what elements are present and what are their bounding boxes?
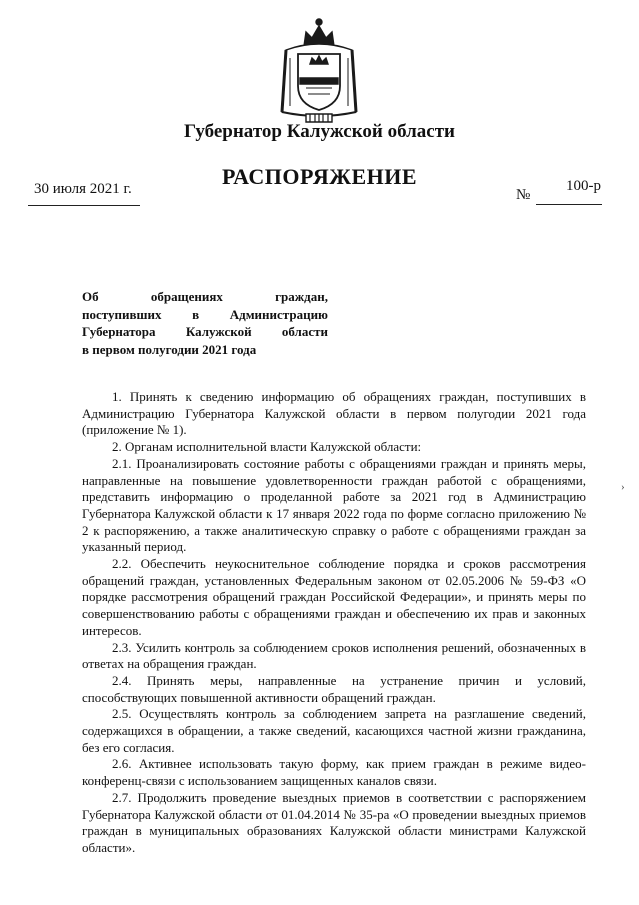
document-type: РАСПОРЯЖЕНИЕ (221, 164, 418, 189)
paragraph-2: 2. Органам исполнительной власти Калужской области: (112, 439, 422, 455)
subject-line: в первом полугодии 2021 года (82, 341, 257, 357)
paragraph-2-5: 2.5. Осуществлять контроль за соблюдением запрета на разглашение сведений, содержащихся в обращении, а также сведений, касающихся частной жизни гражданина, без его согласия. (82, 706, 586, 755)
document-body (82, 389, 586, 857)
paragraph-2-2: 2.2. Обеспечить неукоснительное соблюдение порядка и сроков рассмотрения обращений граждан, установленных Федеральным законом от 02.05.2006 № 59-ФЗ «О порядке рассмотрения обращений граждан Российской Федерации», и принять меры по совершенствованию работы с обращениями граждан и обеспечению их прав и законных интересов. (82, 556, 586, 638)
subject-line: Об обращениях граждан, (82, 289, 328, 304)
document-date: 30 июля 2021 г. (34, 181, 132, 197)
issuing-authority: Губернатор Калужской области (184, 121, 455, 142)
coat-of-arms-icon (276, 16, 362, 124)
paragraph-2-7: 2.7. Продолжить проведение выездных приемов в соответствии с распоряжением Губернатора Калужской области от 01.04.2014 № 35-ра «О проведении выездных приемов граждан в муниципальных образованиях Калужской области министрами Калужской области». (82, 789, 586, 855)
subject-line: поступивших в Администрацию (82, 306, 328, 322)
subject-line: Губернатора Калужской области (82, 324, 328, 339)
paragraph-2-6: 2.6. Активнее использовать такую форму, как прием граждан в режиме видео-конференц-связи с использованием защищенных каналов связи. (82, 756, 586, 789)
paragraph-1: 1. Принять к сведению информацию об обращениях граждан, поступивших в Администрацию Губернатора Калужской области в первом полугодии 2021 года (приложение № 1). (82, 389, 586, 438)
date-underline (28, 205, 140, 206)
paragraph-2-3: 2.3. Усилить контроль за соблюдением сроков исполнения решений, обозначенных в ответах на обращения граждан. (82, 639, 586, 672)
document-number: 100-р (566, 178, 601, 194)
paragraph-2-1: 2.1. Проанализировать состояние работы с обращениями граждан и принять меры, направленные на повышение удовлетворенности граждан работой с обращениями, представить информацию о проделанной работе за 2021 год в Администрацию Губернатора Калужской области к 17 января 2022 года по форме согласно приложению № 2 к распоряжению, а также аналитическую справку о работе с обращениями граждан за указанный период. (82, 455, 586, 555)
number-underline (536, 204, 602, 205)
subject-heading (82, 288, 328, 358)
margin-mark: › (621, 481, 625, 493)
paragraph-2-4: 2.4. Принять меры, направленные на устранение причин и условий, способствующих повышенной активности обращений граждан. (82, 672, 586, 705)
number-sign: № (516, 187, 531, 203)
